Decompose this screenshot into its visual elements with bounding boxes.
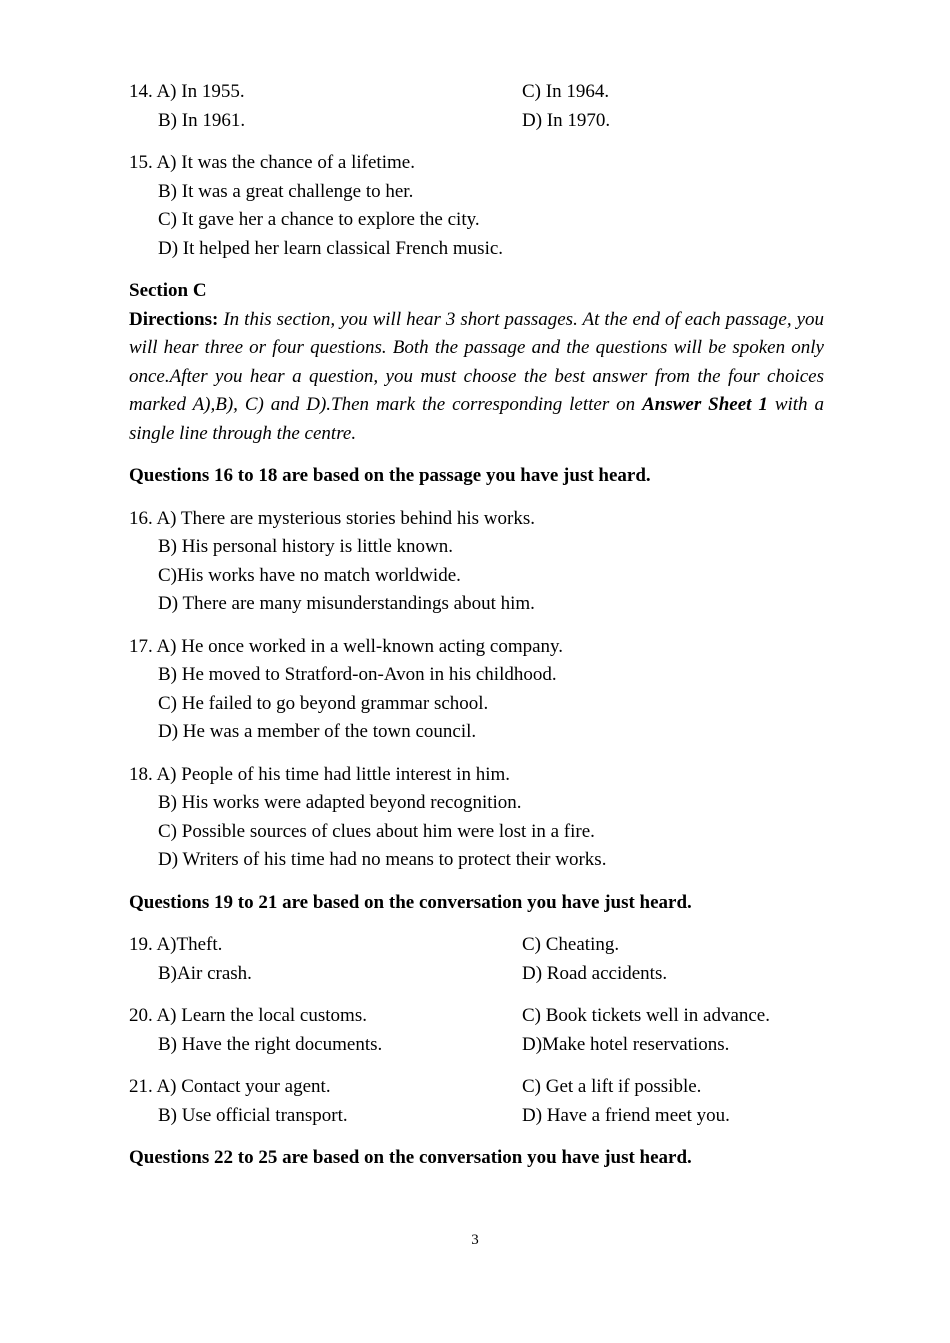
q18-option-d: D) Writers of his time had no means to protect their works. [158,849,607,870]
question-18 [129,761,824,875]
q18-option-c: C) Possible sources of clues about him were lost in a fire. [158,820,595,842]
q14-option-a: 14. A) In 1955. [129,81,245,102]
q17-option-a: 17. A) He once worked in a well-known acting company. [129,635,564,657]
section-directions [129,306,824,449]
q14-option-b: B) In 1961. [158,109,246,131]
q15-option-b: B) It was a great challenge to her. [158,180,414,202]
group-heading-22-25: Questions 22 to 25 are based on the conversation you have just heard. [129,1147,692,1168]
q17-option-d: D) He was a member of the town council. [158,721,477,742]
group-heading-19-21: Questions 19 to 21 are based on the conversation you have just heard. [129,891,692,913]
question-16 [129,505,824,619]
q14-option-c: C) In 1964. [522,81,610,102]
q15-option-a: 15. A) It was the chance of a lifetime. [129,152,415,173]
question-20 [129,1002,824,1059]
section-title: Section C [129,280,207,301]
q20-option-b: B) Have the right documents. [158,1033,383,1055]
q20-option-c: C) Book tickets well in advance. [522,1005,770,1026]
q15-option-d: D) It helped her learn classical French music. [158,237,504,259]
directions-text: In this section, you will hear 3 short passages. At the end of each passage, you will hear three or four questions. Both the passage and the questions will be spoken only once.After you hear a question, you must choose the best answer from the four choices marked A),B), C) and D).Then mark the corresponding letter on [129,308,824,415]
page-number: 3 [471,1232,479,1248]
q21-option-b: B) Use official transport. [158,1104,348,1126]
q16-option-b: B) His personal history is little known. [158,536,454,557]
question-21 [129,1073,824,1130]
q16-option-a: 16. A) There are mysterious stories behind his works. [129,507,535,529]
directions-label: Directions: [129,308,219,330]
q15-option-c: C) It gave her a chance to explore the city. [158,209,480,230]
q18-option-b: B) His works were adapted beyond recognition. [158,792,522,813]
question-17 [129,633,824,747]
directions-text-end: with a single line through the centre. [129,394,824,444]
q19-option-d: D) Road accidents. [522,962,668,984]
document-page [129,78,824,1173]
q19-option-b: B)Air crash. [158,962,252,984]
q17-option-c: C) He failed to go beyond grammar school. [158,692,489,714]
q20-option-d: D)Make hotel reservations. [522,1033,730,1055]
q20-option-a: 20. A) Learn the local customs. [129,1005,367,1026]
q14-option-d: D) In 1970. [522,109,611,131]
q19-option-c: C) Cheating. [522,934,620,955]
q18-option-a: 18. A) People of his time had little interest in him. [129,763,511,785]
q19-option-a: 19. A)Theft. [129,934,223,955]
question-14 [129,78,824,135]
q21-option-a: 21. A) Contact your agent. [129,1076,331,1097]
q17-option-b: B) He moved to Stratford-on-Avon in his childhood. [158,664,557,685]
answer-sheet-ref: Answer Sheet 1 [642,394,768,415]
question-19 [129,931,824,988]
q16-option-d: D) There are many misunderstandings about him. [158,593,535,614]
group-heading-16-18: Questions 16 to 18 are based on the passage you have just heard. [129,465,651,486]
q21-option-d: D) Have a friend meet you. [522,1104,730,1126]
question-15 [129,149,824,263]
q21-option-c: C) Get a lift if possible. [522,1076,702,1097]
q16-option-c: C)His works have no match worldwide. [158,564,461,586]
